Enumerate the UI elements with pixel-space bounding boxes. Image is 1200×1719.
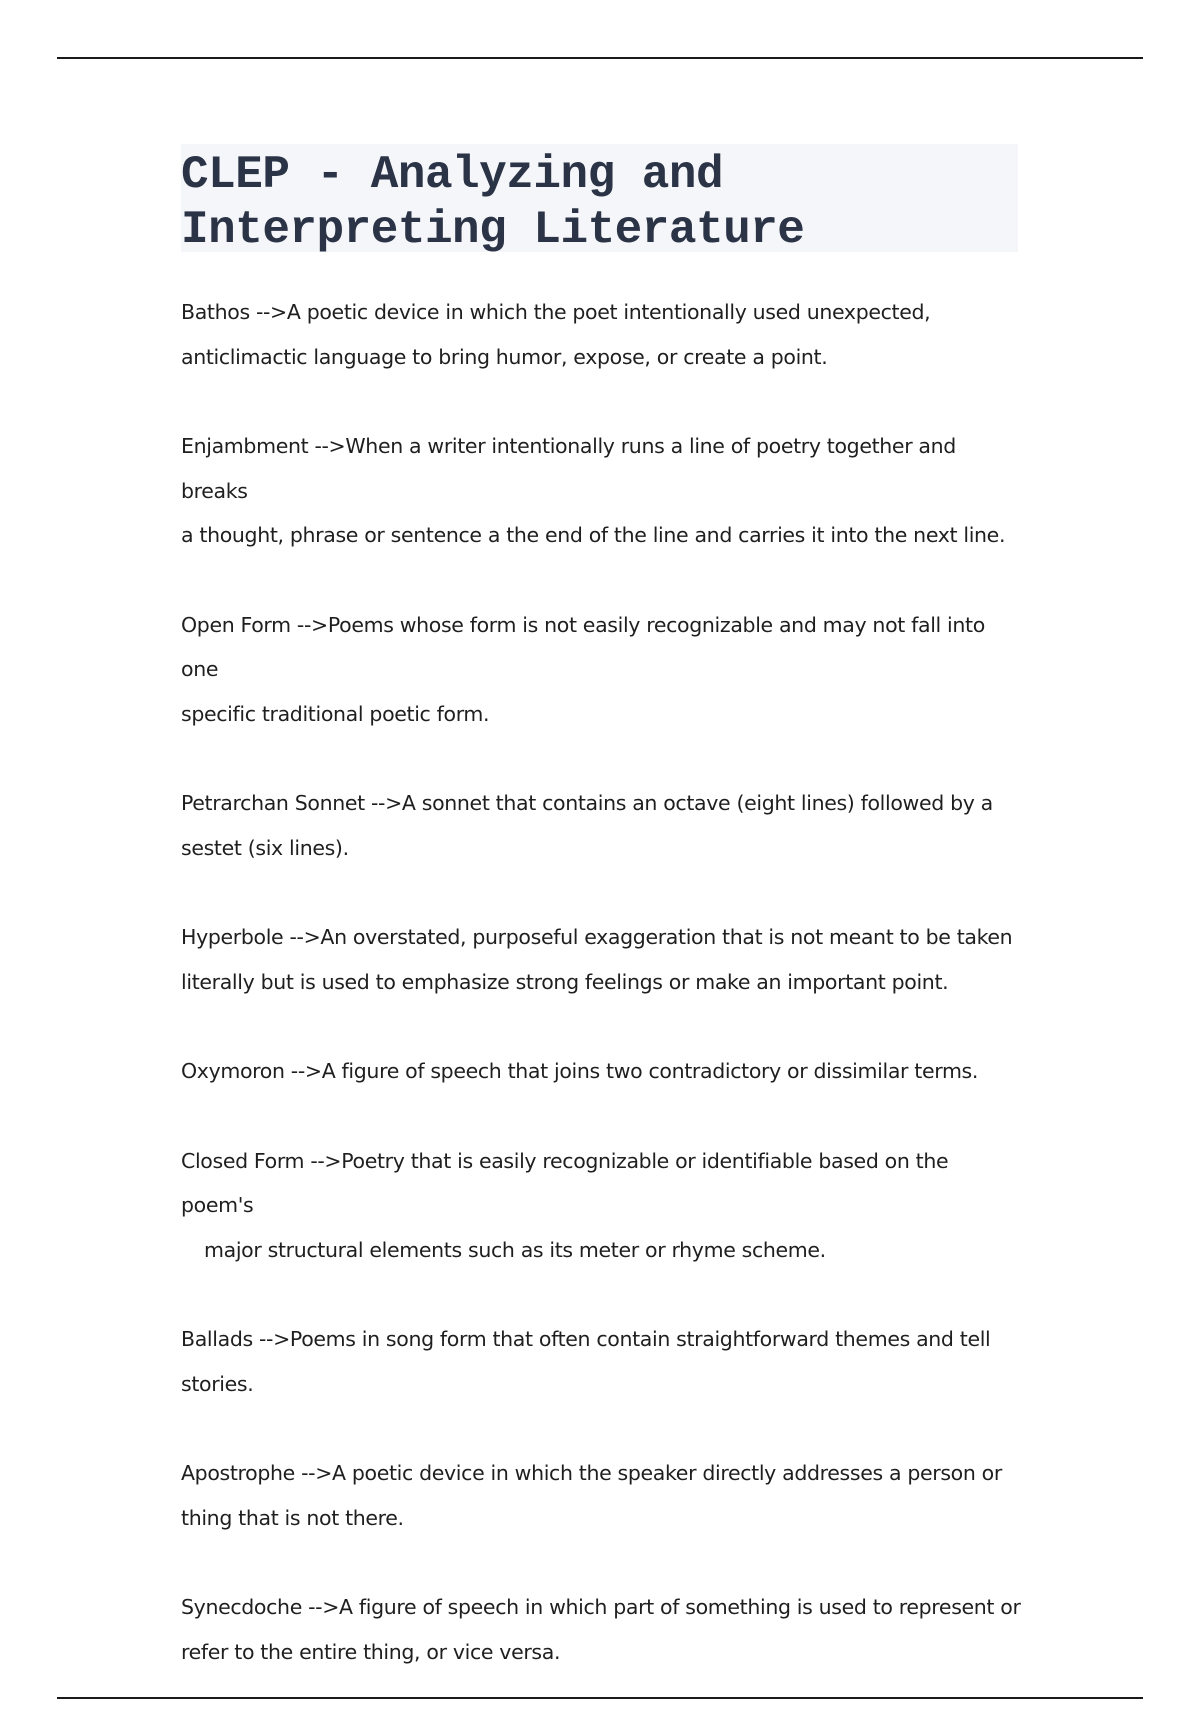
term-list bbox=[181, 290, 1026, 1719]
title-line-2: Interpreting Literature bbox=[181, 204, 805, 256]
entry-line: Synecdoche -->A figure of speech in which part of something is used to represent or bbox=[181, 1595, 1021, 1619]
header-rule bbox=[57, 57, 1143, 59]
entry-line: Open Form -->Poems whose form is not easily recognizable and may not fall into one bbox=[181, 612, 985, 681]
title-line-1: CLEP - Analyzing and bbox=[181, 149, 724, 201]
term-entry-closed-form bbox=[181, 1139, 1026, 1273]
term-entry-open-form bbox=[181, 603, 1026, 737]
term-entry-bathos bbox=[181, 290, 1026, 379]
entry-line: stories. bbox=[181, 1371, 254, 1396]
entry-line: Ballads -->Poems in song form that often contain straightforward themes and tell bbox=[181, 1327, 991, 1351]
term-entry-synecdoche bbox=[181, 1585, 1026, 1674]
entry-line: refer to the entire thing, or vice versa. bbox=[181, 1639, 561, 1664]
entry-line: Enjambment -->When a writer intentionally runs a line of poetry together and breaks bbox=[181, 434, 956, 503]
entry-line: thing that is not there. bbox=[181, 1505, 404, 1530]
entry-line: anticlimactic language to bring humor, expose, or create a point. bbox=[181, 344, 828, 369]
title-block bbox=[181, 144, 1018, 256]
term-entry-apostrophe bbox=[181, 1451, 1026, 1540]
entry-line: Petrarchan Sonnet -->A sonnet that contains an octave (eight lines) followed by a bbox=[181, 791, 993, 815]
entry-line: literally but is used to emphasize strong feelings or make an important point. bbox=[181, 969, 949, 994]
entry-line: a thought, phrase or sentence a the end of the line and carries it into the next line. bbox=[181, 523, 1006, 547]
term-entry-ballads bbox=[181, 1317, 1026, 1406]
entry-line: Bathos -->A poetic device in which the poet intentionally used unexpected, bbox=[181, 300, 931, 324]
term-entry-enjambment bbox=[181, 424, 1026, 558]
entry-line: Closed Form -->Poetry that is easily recognizable or identifiable based on the poem's bbox=[181, 1148, 949, 1217]
footer-rule bbox=[57, 1697, 1143, 1699]
term-entry-hyperbole bbox=[181, 915, 1026, 1004]
document-title bbox=[181, 144, 1018, 258]
entry-line: Apostrophe -->A poetic device in which the speaker directly addresses a person or bbox=[181, 1461, 1002, 1485]
entry-line: Oxymoron -->A figure of speech that joins two contradictory or dissimilar terms. bbox=[181, 1059, 979, 1083]
entry-line: Hyperbole -->An overstated, purposeful exaggeration that is not meant to be taken bbox=[181, 925, 1013, 949]
entry-line: specific traditional poetic form. bbox=[181, 701, 490, 726]
entry-line: major structural elements such as its meter or rhyme scheme. bbox=[204, 1237, 826, 1262]
entry-line: sestet (six lines). bbox=[181, 835, 349, 860]
term-entry-petrarchan-sonnet bbox=[181, 781, 1026, 870]
term-entry-oxymoron bbox=[181, 1049, 1026, 1094]
